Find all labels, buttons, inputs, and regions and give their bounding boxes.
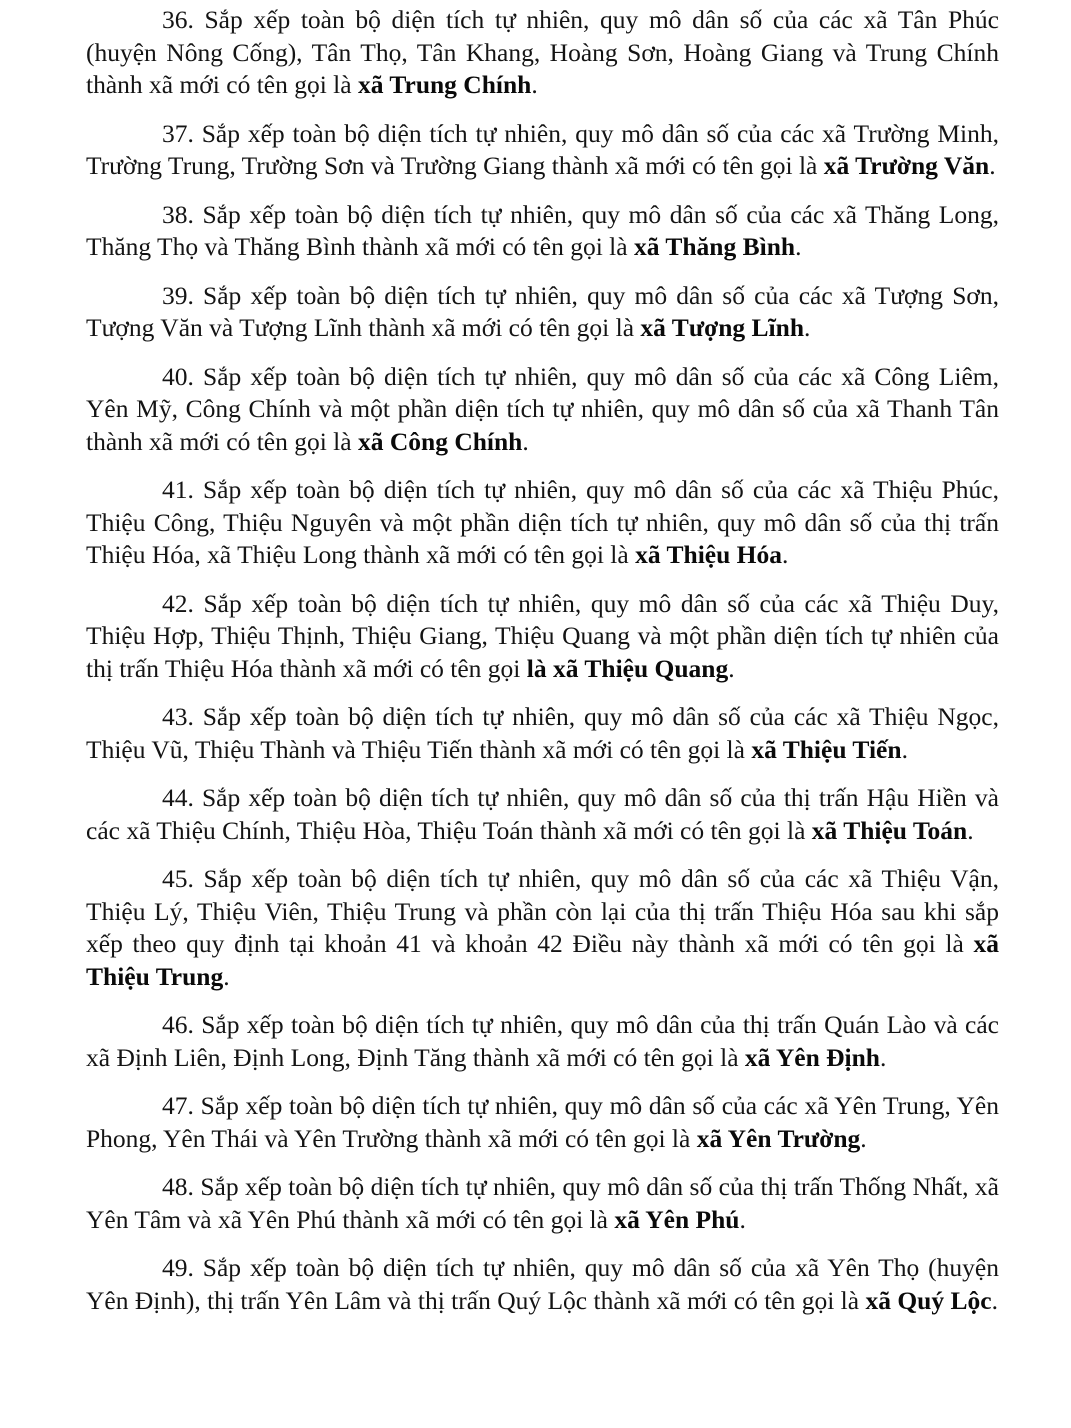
clause-end: .: [795, 232, 802, 261]
clause-43: [86, 701, 999, 766]
clause-end: .: [860, 1123, 867, 1153]
clause-end: .: [782, 540, 789, 569]
new-commune-name: xã Trường Văn: [823, 151, 990, 180]
clause-42: [86, 588, 999, 686]
clause-end: .: [989, 151, 996, 180]
clause-39: [86, 280, 999, 345]
new-commune-name: xã Yên Định: [744, 1042, 880, 1072]
clause-48: [86, 1171, 999, 1236]
clause-44: [86, 782, 999, 847]
clause-text: 39. Sắp xếp toàn bộ diện tích tự nhiên, quy mô dân số của các xã Tượng Sơn, Tượng Văn và Tượng Lĩnh thành xã mới có tên gọi là: [86, 280, 999, 342]
new-commune-name: xã Công Chính: [357, 426, 523, 456]
clause-38: [86, 199, 999, 264]
clause-45: [86, 863, 999, 993]
clause-37: [86, 118, 999, 183]
clause-36: [86, 4, 999, 102]
new-commune-name: xã Yên Phú: [614, 1204, 740, 1234]
new-commune-name: xã Thiệu Hóa: [635, 540, 782, 569]
clause-text: 44. Sắp xếp toàn bộ diện tích tự nhiên, quy mô dân số của thị trấn Hậu Hiền và các xã Thiệu Chính, Thiệu Hòa, Thiệu Toán thành xã mới có tên gọi là: [86, 783, 999, 845]
clause-end: .: [967, 815, 974, 845]
clause-text: 46. Sắp xếp toàn bộ diện tích tự nhiên, quy mô dân của thị trấn Quán Lào và các xã Định Liên, Định Long, Định Tăng thành xã mới có tên gọi là: [86, 1010, 999, 1072]
clause-text: 42. Sắp xếp toàn bộ diện tích tự nhiên, quy mô dân số của các xã Thiệu Duy, Thiệu Hợp, Thiệu Thịnh, Thiệu Giang, Thiệu Quang và một phần diện tích tự nhiên của thị trấn Thiệu Hóa thành xã mới có tên gọi: [86, 588, 999, 683]
clause-text: 47. Sắp xếp toàn bộ diện tích tự nhiên, quy mô dân số của các xã Yên Trung, Yên Phong, Yên Thái và Yên Trường thành xã mới có tên gọi là: [86, 1091, 999, 1153]
clause-text: 49. Sắp xếp toàn bộ diện tích tự nhiên, quy mô dân số của xã Yên Thọ (huyện Yên Định), thị trấn Yên Lâm và thị trấn Quý Lộc thành xã mới có tên gọi là: [86, 1253, 999, 1315]
clause-end: .: [531, 70, 538, 99]
clause-end: .: [991, 1285, 998, 1315]
new-commune-name: xã Thiệu Tiến: [751, 734, 902, 764]
clause-end: .: [901, 734, 908, 764]
clause-end: .: [522, 426, 529, 456]
clause-end: .: [728, 653, 735, 683]
clause-text: 40. Sắp xếp toàn bộ diện tích tự nhiên, quy mô dân số của các xã Công Liêm, Yên Mỹ, Công Chính và một phần diện tích tự nhiên, quy mô dân số của xã Thanh Tân thành xã mới có tên gọi là: [86, 361, 999, 456]
clause-end: .: [880, 1042, 887, 1072]
new-commune-name: xã Yên Trường: [696, 1123, 861, 1153]
new-commune-name: xã Tượng Lĩnh: [640, 313, 804, 342]
clause-text: 45. Sắp xếp toàn bộ diện tích tự nhiên, quy mô dân số của các xã Thiệu Vận, Thiệu Lý, Thiệu Viên, Thiệu Trung và phần còn lại của thị trấn Thiệu Hóa sau khi sắp xếp theo quy định tại khoản 41 và khoản 42 Điều này thành xã mới có tên gọi là: [86, 864, 999, 958]
clause-end: .: [739, 1204, 746, 1234]
clause-end: .: [223, 961, 230, 991]
clause-40: [86, 361, 999, 459]
clause-end: .: [804, 313, 811, 342]
new-commune-name: xã Thiệu Toán: [811, 815, 968, 845]
new-commune-name: xã Quý Lộc: [865, 1285, 992, 1315]
clause-41: [86, 474, 999, 572]
clause-text: 43. Sắp xếp toàn bộ diện tích tự nhiên, quy mô dân số của các xã Thiệu Ngọc, Thiệu Vũ, Thiệu Thành và Thiệu Tiến thành xã mới có tên gọi là: [86, 702, 999, 764]
clause-text: 36. Sắp xếp toàn bộ diện tích tự nhiên, quy mô dân số của các xã Tân Phúc (huyện Nông Cống), Tân Thọ, Tân Khang, Hoàng Sơn, Hoàng Giang và Trung Chính thành xã mới có tên gọi là: [86, 5, 999, 99]
new-commune-name: xã Thiệu Trung: [86, 929, 999, 991]
clause-text: 48. Sắp xếp toàn bộ diện tích tự nhiên, quy mô dân số của thị trấn Thống Nhất, xã Yên Tâm và xã Yên Phú thành xã mới có tên gọi là: [86, 1172, 999, 1234]
new-commune-name: xã Trung Chính: [357, 70, 532, 99]
clause-text: 37. Sắp xếp toàn bộ diện tích tự nhiên, quy mô dân số của các xã Trường Minh, Trường Trung, Trường Sơn và Trường Giang thành xã mới có tên gọi là: [86, 118, 999, 180]
new-commune-name: xã Thăng Bình: [633, 232, 796, 261]
clause-text: 41. Sắp xếp toàn bộ diện tích tự nhiên, quy mô dân số của các xã Thiệu Phúc, Thiệu Công, Thiệu Nguyên và một phần diện tích tự nhiên, quy mô dân số của thị trấn Thiệu Hóa, xã Thiệu Long thành xã mới có tên gọi là: [86, 475, 999, 569]
clause-text: 38. Sắp xếp toàn bộ diện tích tự nhiên, quy mô dân số của các xã Thăng Long, Thăng Thọ và Thăng Bình thành xã mới có tên gọi là: [86, 199, 999, 261]
clause-49: [86, 1252, 999, 1317]
clause-46: [86, 1009, 999, 1074]
clause-47: [86, 1090, 999, 1155]
new-commune-name: là xã Thiệu Quang: [526, 653, 729, 683]
